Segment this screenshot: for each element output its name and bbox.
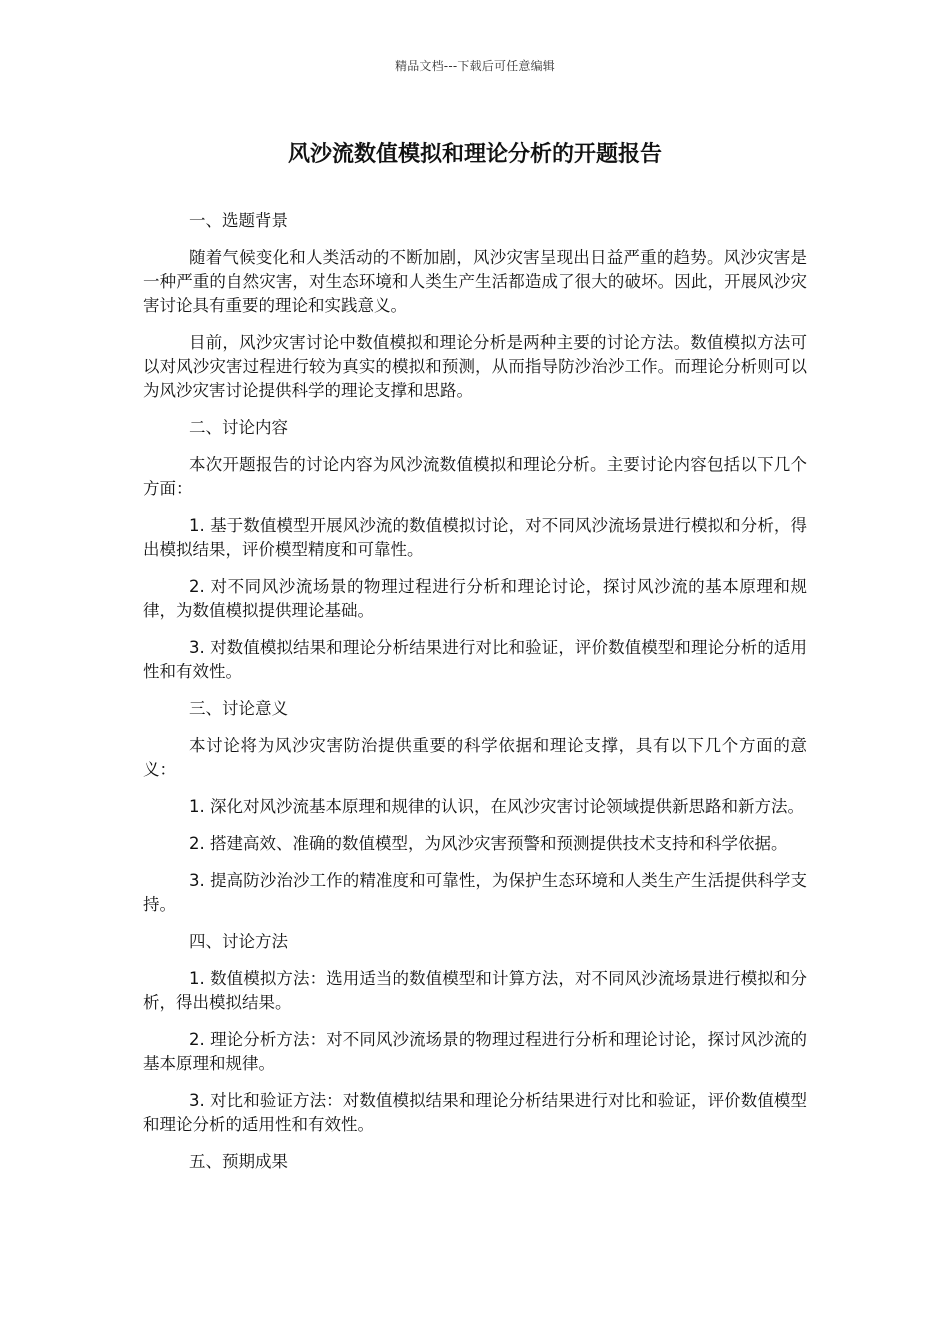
section-heading-significance: 三、讨论意义 (189, 699, 288, 718)
list-item: 1. 数值模拟方法：选用适当的数值模型和计算方法，对不同风沙流场景进行模拟和分析，得出模拟结果。 (143, 969, 807, 1012)
section-heading-methods: 四、讨论方法 (189, 932, 288, 951)
list-item: 1. 基于数值模型开展风沙流的数值模拟讨论，对不同风沙流场景进行模拟和分析，得出模拟结果，评价模型精度和可靠性。 (143, 516, 807, 559)
header-note: 精品文档---下载后可任意编辑 (395, 59, 555, 73)
paragraph: 本次开题报告的讨论内容为风沙流数值模拟和理论分析。主要讨论内容包括以下几个方面： (143, 455, 807, 498)
list-item: 2. 搭建高效、准确的数值模型，为风沙灾害预警和预测提供技术支持和科学依据。 (189, 834, 788, 853)
document-title: 风沙流数值模拟和理论分析的开题报告 (287, 142, 662, 167)
paragraph: 目前，风沙灾害讨论中数值模拟和理论分析是两种主要的讨论方法。数值模拟方法可以对风沙灾害过程进行较为真实的模拟和预测，从而指导防沙治沙工作。而理论分析则可以为风沙灾害讨论提供科学的理论支撑和思路。 (143, 333, 807, 400)
list-item: 2. 对不同风沙流场景的物理过程进行分析和理论讨论，探讨风沙流的基本原理和规律，为数值模拟提供理论基础。 (143, 577, 807, 620)
list-item: 3. 对比和验证方法：对数值模拟结果和理论分析结果进行对比和验证，评价数值模型和理论分析的适用性和有效性。 (143, 1091, 807, 1134)
section-heading-content: 二、讨论内容 (189, 418, 288, 437)
paragraph: 本讨论将为风沙灾害防治提供重要的科学依据和理论支撑，具有以下几个方面的意义： (143, 736, 807, 779)
list-item: 1. 深化对风沙流基本原理和规律的认识，在风沙灾害讨论领域提供新思路和新方法。 (189, 797, 804, 816)
list-item: 3. 提高防沙治沙工作的精准度和可靠性，为保护生态环境和人类生产生活提供科学支持。 (143, 871, 807, 914)
paragraph: 随着气候变化和人类活动的不断加剧，风沙灾害呈现出日益严重的趋势。风沙灾害是一种严重的自然灾害，对生态环境和人类生产生活都造成了很大的破坏。因此，开展风沙灾害讨论具有重要的理论和实践意义。 (143, 248, 807, 315)
list-item: 2. 理论分析方法：对不同风沙流场景的物理过程进行分析和理论讨论，探讨风沙流的基本原理和规律。 (143, 1030, 807, 1073)
document-body (143, 209, 807, 1187)
section-heading-outcomes: 五、预期成果 (189, 1152, 288, 1171)
list-item: 3. 对数值模拟结果和理论分析结果进行对比和验证，评价数值模型和理论分析的适用性和有效性。 (143, 638, 807, 681)
section-heading-background: 一、选题背景 (189, 211, 288, 230)
